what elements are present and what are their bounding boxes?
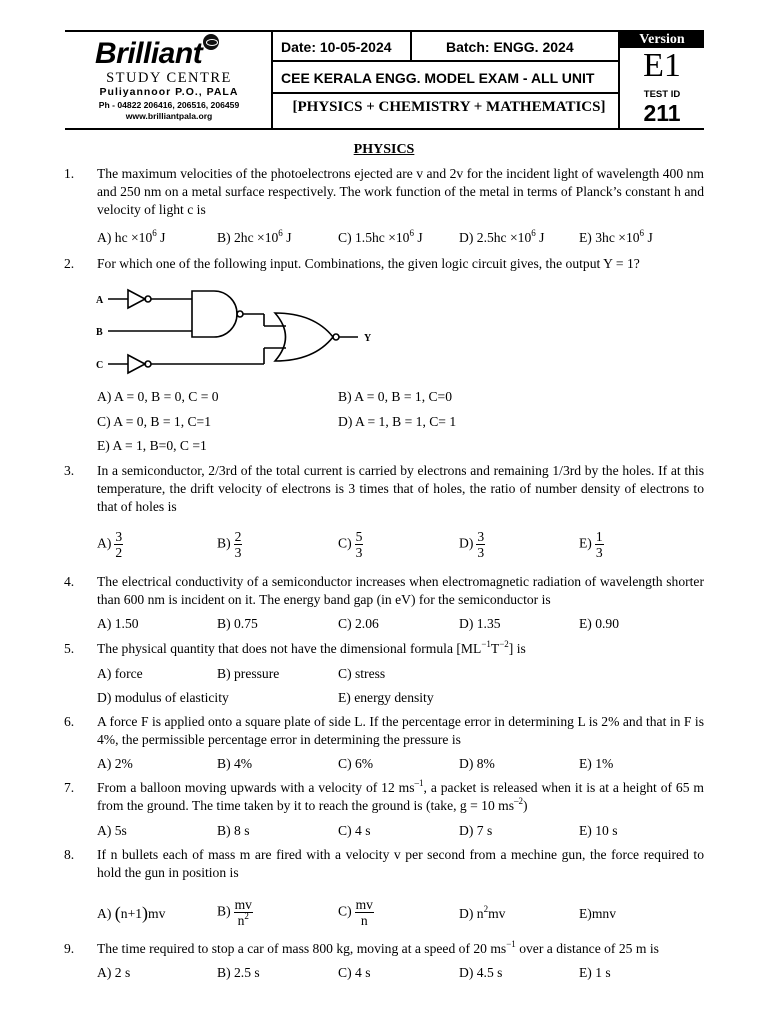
option-b: B) 8 s [217, 823, 250, 838]
brand-name: Brilliant [95, 37, 203, 70]
option-d: D) $\frac{3}{3}$ [459, 529, 485, 560]
exam-subjects: [PHYSICS + CHEMISTRY + MATHEMATICS] [292, 99, 606, 115]
question-text: The time required to stop a car of mass 800 kg, moving at a speed of 20 $ms^{-1}$ over a distance of 25 m is [97, 939, 659, 956]
option-a: A) force [97, 666, 143, 681]
brand-phone: Ph - 04822 206416, 206516, 206459 [98, 100, 240, 110]
question-number: 1. [64, 166, 75, 181]
option-c: C) $\frac{5}{3}$ [338, 529, 363, 560]
option-d: D) 1.35 [459, 616, 501, 631]
option-b: B) $\frac{mv}{n^2}$ [217, 897, 252, 928]
option-a: A) A = 0, B = 0, C = 0 [97, 389, 219, 404]
divider [271, 60, 620, 62]
option-e: E) 1% [579, 756, 614, 771]
option-e: E) $3hc \times 10^6$ J [579, 228, 653, 245]
section-title: PHYSICS [353, 142, 415, 157]
test-id-value: 211 [643, 100, 681, 126]
exam-date: Date: 10-05-2024 [281, 39, 392, 55]
divider [271, 92, 620, 94]
option-a: A) 5s [97, 823, 127, 838]
option-a: A) 1.50 [97, 616, 139, 631]
option-c: C) 2.06 [338, 616, 379, 631]
question-number: 3. [64, 463, 75, 478]
exam-title: CEE KERALA ENGG. MODEL EXAM - ALL UNIT [281, 70, 595, 86]
question-text: The physical quantity that does not have the dimensional formula $[ML^{-1}T^{-2}]$ is [97, 639, 526, 656]
option-c: C) $1.5hc \times 10^6$ J [338, 228, 423, 245]
exam-batch: Batch: ENGG. 2024 [446, 39, 574, 55]
option-d: D) 4.5 s [459, 965, 503, 980]
input-a-label: A [96, 295, 104, 306]
question-text: For which one of the following input. Combinations, the given logic circuit gives, the output Y = 1? [97, 256, 640, 271]
option-a: A) 2 s [97, 965, 131, 980]
option-d: D) modulus of elasticity [97, 690, 229, 705]
question-text: From a balloon moving upwards with a velocity of 12 $ms^{-1}$, a packet is released when it is at a height of 65 m from the ground. The time taken by it to reach the ground is (take, g = 10 $ms^{-2}$) [97, 778, 704, 813]
option-d: D) $n^2mv$ [459, 904, 506, 921]
divider [410, 32, 412, 62]
logic-circuit-diagram [92, 285, 382, 377]
option-b: B) pressure [217, 666, 280, 681]
brand-subtitle: STUDY CENTRE [106, 70, 232, 86]
option-c: C) $\frac{mv}{n}$ [338, 897, 373, 928]
question-text: The maximum velocities of the photoelectrons ejected are v and 2v for the incident light of wavelength 400 nm and 250 nm on a metal surface respectively. The work function of the metal in terms of Planck’s constant h and velocity of light c is [97, 166, 704, 217]
option-c: C) A = 0, B = 1, C=1 [97, 414, 212, 429]
option-c: C) stress [338, 666, 386, 681]
question-number: 6. [64, 714, 75, 729]
output-y-label: Y [364, 333, 372, 344]
question-text: A force F is applied onto a square plate of side L. If the percentage error in determining L is 2% and that in F is 4%, the permissible percentage error in determining the pressure is [97, 714, 704, 747]
option-b: B) 0.75 [217, 616, 258, 631]
brand-address: Puliyannoor P.O., PALA [99, 86, 239, 98]
test-id-label: TEST ID [643, 89, 681, 100]
option-c: C) 4 s [338, 965, 371, 980]
option-b: B) $2hc \times 10^6$ J [217, 228, 292, 245]
option-e: E) A = 1, B=0, C =1 [97, 438, 207, 453]
version-value: E1 [643, 47, 681, 84]
brand-website: www.brilliantpala.org [125, 111, 213, 121]
option-c: C) 6% [338, 756, 374, 771]
question-number: 7. [64, 780, 75, 795]
option-e: E) energy density [338, 690, 434, 705]
option-a: A) hc $\times 10^6$ J [97, 228, 166, 245]
option-e: E) $\frac{1}{3}$ [579, 529, 603, 560]
option-e: E) 0.90 [579, 616, 620, 631]
question-number: 8. [64, 847, 75, 862]
option-d: D) 8% [459, 756, 495, 771]
option-d: D) 7 s [459, 823, 493, 838]
brand-logo-block [65, 32, 273, 128]
question-text: In a semiconductor, 2/3rd of the total current is carried by electrons and remaining 1/3rd by the holes. If at this temperature, the drift velocity of electrons is 3 times that of holes, the ratio of number density of electrons to that of holes is [97, 463, 704, 514]
option-a: A) 2% [97, 756, 133, 771]
question-text: If n bullets each of mass m are fired with a velocity v per second from a mechine gun, the force required to hold the gun in position is [97, 847, 704, 880]
option-b: B) A = 0, B = 1, C=0 [338, 389, 453, 404]
question-number: 2. [64, 256, 75, 271]
option-e: E) 10 s [579, 823, 618, 838]
option-e: E)mnv [579, 906, 617, 921]
question-number: 9. [64, 941, 75, 956]
exam-header [65, 30, 704, 130]
option-a: A) (n+1)mv [97, 903, 166, 923]
option-e: E) 1 s [579, 965, 611, 980]
input-c-label: C [96, 360, 104, 371]
question-number: 4. [64, 574, 75, 589]
option-b: B) 4% [217, 756, 253, 771]
divider [271, 30, 273, 130]
globe-icon [203, 34, 219, 50]
question-number: 5. [64, 641, 75, 656]
option-b: B) 2.5 s [217, 965, 260, 980]
version-label: Version [620, 32, 704, 48]
option-d: D) A = 1, B = 1, C= 1 [338, 414, 457, 429]
question-text: The electrical conductivity of a semiconductor increases when electromagnetic radiation of wavelength shorter than 600 nm is incident on it. The energy band gap (in eV) for the semiconductor is [97, 574, 704, 607]
option-c: C) 4 s [338, 823, 371, 838]
option-a: A) $\frac{3}{2}$ [97, 529, 123, 560]
option-b: B) $\frac{2}{3}$ [217, 529, 242, 560]
option-d: D) $2.5hc \times 10^6$ J [459, 228, 545, 245]
input-b-label: B [96, 327, 103, 338]
